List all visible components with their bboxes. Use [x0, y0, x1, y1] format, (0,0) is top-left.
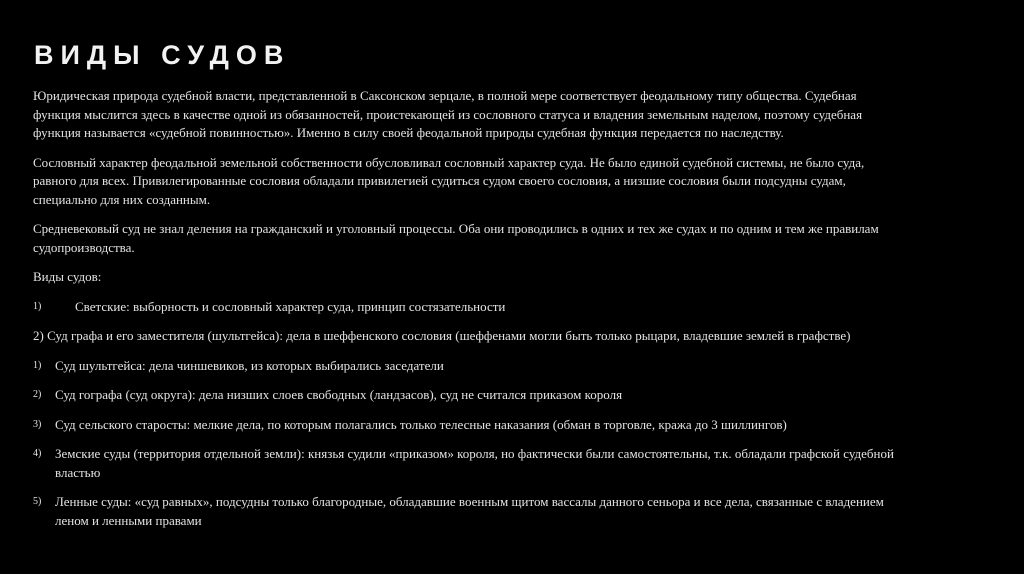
list-item-text: Суд сельского старосты: мелкие дела, по которым полагались только телесные наказания (обман в торговле, кража до 3 шиллингов) — [55, 416, 787, 432]
list-item-number: 1) — [33, 300, 42, 312]
list-item — [33, 386, 903, 405]
list-item: 2) Суд графа и его заместителя (шультгейса): дела в шеффенского сословия (шеффенами могли быть только рыцари, владевшие землей в графстве) — [33, 328, 851, 343]
list-item-text: Светские: выборность и сословный характер суда, принцип состязательности — [75, 298, 506, 314]
list-item — [33, 493, 903, 530]
list-item-text: Суд гографа (суд округа): дела низших слоев свободных (ландзасов), суд не считался приказом короля — [55, 387, 623, 402]
list-item-number: 1) — [33, 359, 42, 371]
list-item-text: Ленные суды: «суд равных», подсудны только благородные, обладавшие военным щитом вассалы данного сеньора и все дела, связанные с владением леном и ленными правами — [55, 494, 884, 528]
list-item-text: Суд шультгейса: дела чиншевиков, из которых выбирались заседатели — [55, 357, 444, 373]
list-item-number: 3) — [33, 418, 42, 430]
list-item-text: Земские суды (территория отдельной земли): князья судили «приказом» короля, но фактически были самостоятельны, т.к. обладали графской судебной властью — [55, 446, 894, 480]
list-item-number: 4) — [33, 448, 42, 459]
slide-title: ВИДЫ СУДОВ — [34, 40, 291, 70]
list-item — [33, 445, 903, 482]
paragraph: Юридическая природа судебной власти, представленной в Саксонском зерцале, в полной мере соответствует феодальному типу общества. Судебная функция мыслится здесь в качестве одной из обязанностей, проистекающей из сословного статуса и владения земельным наделом, поэтому судебная функция называется «судебной повинностью». Именно в силу своей феодальной природы судебная функция передается по наследству. — [33, 88, 863, 140]
list-heading: Виды судов: — [33, 269, 102, 284]
slide-body — [33, 87, 903, 541]
list-item — [33, 298, 903, 317]
list-item — [33, 416, 903, 435]
list-item-number: 2) — [33, 389, 42, 400]
paragraph: Сословный характер феодальной земельной собственности обусловливал сословный характер суда. Не было единой судебной системы, не было суда, равного для всех. Привилегированные сословия обладали привилегией судиться судом своего сословия, а низшие сословия были подсудны судам, специально для них созданным. — [33, 154, 865, 207]
list-item — [33, 357, 903, 376]
paragraph: Средневековый суд не знал деления на гражданский и уголовный процессы. Оба они проводились в одних и тех же судах и по одним и тем же правилам судопроизводства. — [33, 221, 879, 255]
list-item-number: 5) — [33, 496, 42, 507]
